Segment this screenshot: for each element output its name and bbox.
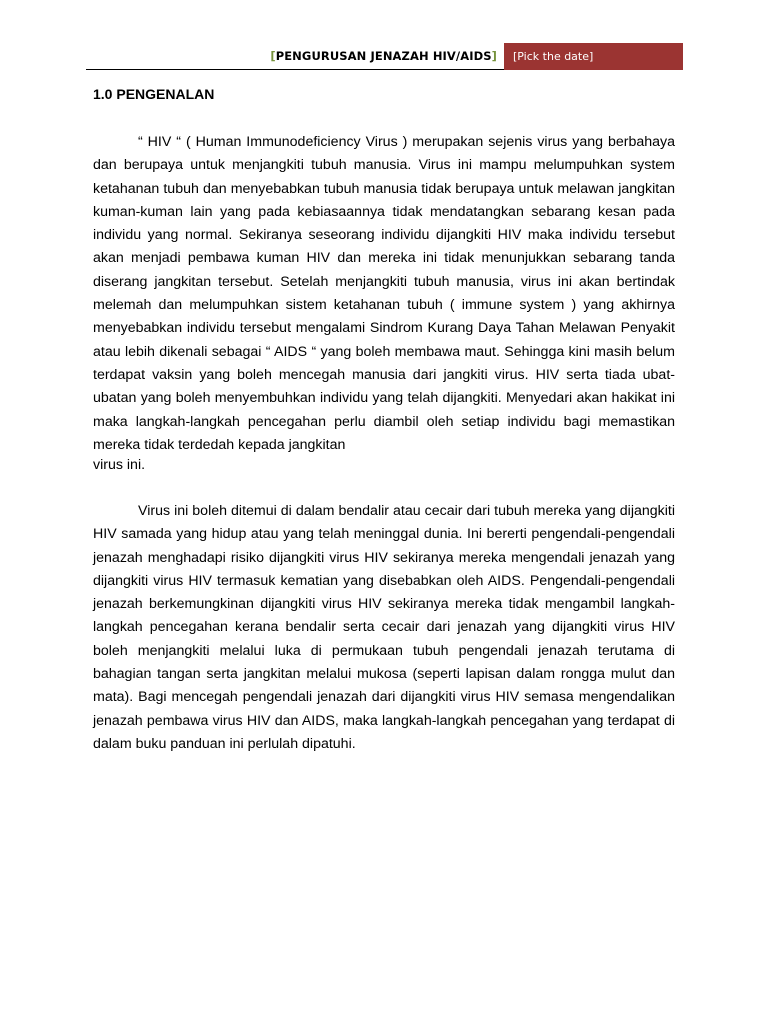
header-bracket-close: ] [491,49,497,63]
paragraph-introduction-tail: virus ini. [93,457,146,473]
header-title [270,49,497,63]
section-heading: 1.0 PENGENALAN [93,86,215,102]
header-bracket-open: [ [270,49,276,63]
date-picker-field[interactable]: [Pick the date] [504,43,683,70]
page-header [86,43,683,70]
paragraph-transmission-risk: Virus ini boleh ditemui di dalam bendalir atau cecair dari tubuh mereka yang dijangkiti HIV samada yang hidup atau yang telah meninggal dunia. Ini bererti pengendali-pengendali jenazah menghadapi risiko dijangkiti virus HIV sekiranya mereka mengendali jenazah yang dijangkiti virus HIV termasuk kematian yang disebabkan oleh AIDS. Pengendali-pengendali jenazah berkemungkinan dijangkiti virus HIV sekiranya mereka tidak mengambil langkah-langkah pencegahan kerana bendalir serta cecair dari jenazah yang dijangkiti virus HIV boleh menjangkiti melalui luka di permukaan tubuh pengendali jenazah terutama di bahagian tangan serta jangkitan melalui mukosa (seperti lapisan dalam rongga mulut dan mata). Bagi mencegah pengendali jenazah dari dijangkiti virus HIV semasa mengendalikan jenazah pembawa virus HIV dan AIDS, maka langkah-langkah pencegahan yang terdapat di dalam buku panduan ini perlulah dipatuhi. [93,503,675,752]
header-rule [86,69,506,70]
paragraph-introduction: “ HIV “ ( Human Immunodeficiency Virus ) merupakan sejenis virus yang berbahaya dan berupaya untuk menjangkiti tubuh manusia. Virus ini mampu melumpuhkan system ketahanan tubuh dan menyebabkan tubuh manusia tidak berupaya untuk melawan jangkitan kuman-kuman lain yang pada kebiasaannya tidak mendatangkan sebarang kesan pada individu yang normal. Sekiranya seseorang individu dijangkiti HIV maka individu tersebut akan menjadi pembawa kuman HIV dan mereka ini tidak menunjukkan sebarang tanda diserang jangkitan tersebut. Setelah menjangkiti tubuh manusia, virus ini akan bertindak melemah dan melumpuhkan sistem ketahanan tubuh ( immune system ) yang akhirnya menyebabkan individu tersebut mengalami Sindrom Kurang Daya Tahan Melawan Penyakit atau lebih dikenali sebagai “ AIDS “ yang boleh membawa maut. Sehingga kini masih belum terdapat vaksin yang boleh mencegah manusia dari jangkiti virus. HIV serta tiada ubat-ubatan yang boleh menyembuhkan individu yang telah dijangkiti. Menyedari akan hakikat ini maka langkah-langkah pencegahan perlu diambil oleh setiap individu bagi memastikan mereka tidak terdedah kepada jangkitan [93,134,675,453]
header-title-text: PENGURUSAN JENAZAH HIV/AIDS [275,49,492,63]
